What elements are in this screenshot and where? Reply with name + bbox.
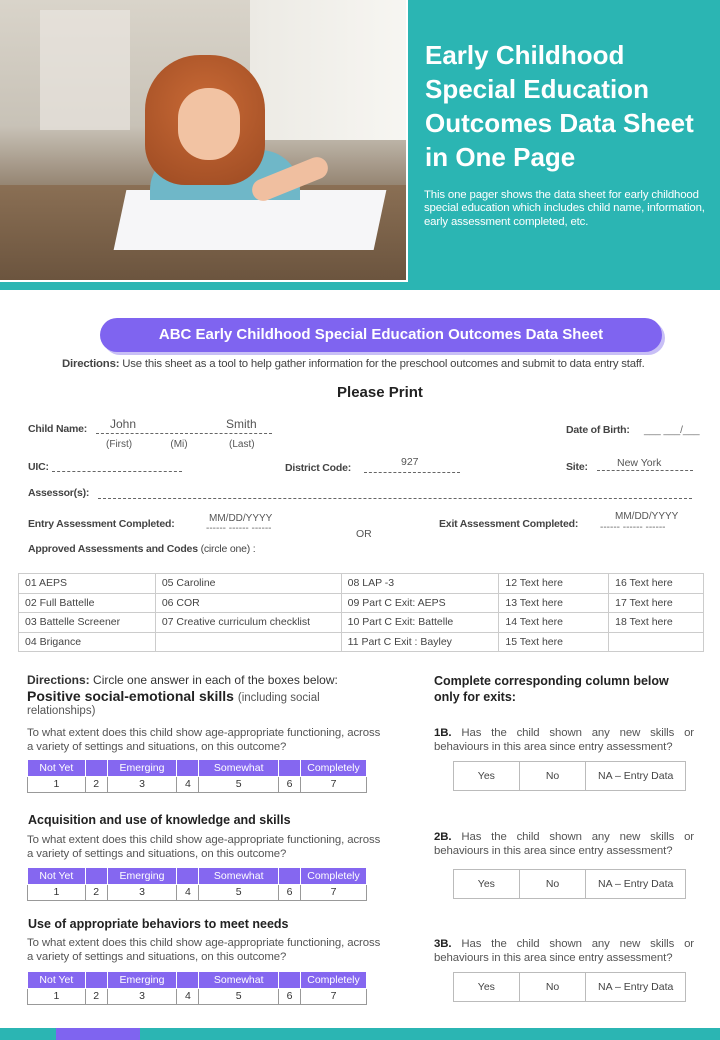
- exit-question-2: 2B. Has the child shown any new skills or behaviours in this area since entry assessment?: [434, 831, 694, 857]
- district-code-value[interactable]: 927: [401, 456, 419, 468]
- code-cell[interactable]: 14 Text here: [499, 613, 609, 633]
- sheet-directions: Directions: Use this sheet as a tool to help gather information for the preschool outcomes and submit to data entry staff.: [62, 358, 645, 370]
- child-name-line: [96, 433, 272, 434]
- scale-completely: Completely: [301, 972, 367, 989]
- exit-assessment-label: Exit Assessment Completed:: [439, 518, 579, 530]
- section-1-scale: [27, 759, 367, 793]
- code-cell[interactable]: 08 LAP -3: [341, 574, 499, 594]
- scale-option-2[interactable]: 2: [85, 884, 107, 901]
- section-3-question: To what extent does this child show age-appropriate functioning, across a variety of settings and situations, on this outcome?: [27, 937, 381, 963]
- entry-assessment-value[interactable]: MM/DD/YYYY: [209, 513, 273, 524]
- section-2-title: Acquisition and use of knowledge and skills: [28, 813, 291, 827]
- scale-emerging: Emerging: [107, 972, 177, 989]
- code-cell: [609, 632, 704, 652]
- scale-somewhat: Somewhat: [199, 868, 279, 885]
- scale-completely: Completely: [301, 760, 367, 777]
- section-1-title: Positive social-emotional skills (including social: [27, 688, 320, 704]
- scale-somewhat: Somewhat: [199, 972, 279, 989]
- code-cell[interactable]: 13 Text here: [499, 593, 609, 613]
- scale-option-6[interactable]: 6: [279, 776, 301, 793]
- exit-options-3: [453, 972, 686, 1002]
- scale-option-6[interactable]: 6: [279, 884, 301, 901]
- scale-completely: Completely: [301, 868, 367, 885]
- code-cell[interactable]: 17 Text here: [609, 593, 704, 613]
- dob-value[interactable]: ___ ___/___: [644, 425, 700, 436]
- scale-option-1[interactable]: 1: [28, 776, 86, 793]
- site-label: Site:: [566, 461, 588, 473]
- code-cell[interactable]: 18 Text here: [609, 613, 704, 633]
- scale-option-1[interactable]: 1: [28, 884, 86, 901]
- page-title: Early Childhood Special Education Outcomes Data Sheet in One Page: [425, 40, 694, 172]
- site-value[interactable]: New York: [617, 457, 662, 469]
- code-cell[interactable]: 11 Part C Exit : Bayley: [341, 632, 499, 652]
- assessment-codes-table: [18, 573, 704, 652]
- girl-drawing-photo: [0, 0, 408, 282]
- code-cell[interactable]: 03 Battelle Screener: [19, 613, 156, 633]
- code-cell[interactable]: 16 Text here: [609, 574, 704, 594]
- uic-field[interactable]: [52, 471, 182, 472]
- scale-option-4[interactable]: 4: [177, 776, 199, 793]
- exit-assessment-value[interactable]: MM/DD/YYYY: [615, 511, 679, 522]
- please-print-heading: Please Print: [337, 384, 423, 401]
- na-option[interactable]: NA – Entry Data: [586, 973, 686, 1002]
- code-cell[interactable]: 02 Full Battelle: [19, 593, 156, 613]
- scale-somewhat: Somewhat: [199, 760, 279, 777]
- scale-option-3[interactable]: 3: [107, 884, 177, 901]
- table-row: [19, 632, 704, 652]
- code-cell[interactable]: 04 Brigance: [19, 632, 156, 652]
- yes-option[interactable]: Yes: [454, 870, 520, 899]
- last-hint: (Last): [229, 439, 255, 450]
- dob-label: Date of Birth:: [566, 424, 630, 436]
- district-code-label: District Code:: [285, 462, 352, 474]
- section-1-question: To what extent does this child show age-appropriate functioning, across a variety of settings and situations, on this outcome?: [27, 727, 381, 753]
- code-cell[interactable]: 09 Part C Exit: AEPS: [341, 593, 499, 613]
- na-option[interactable]: NA – Entry Data: [586, 870, 686, 899]
- scale-option-5[interactable]: 5: [199, 988, 279, 1005]
- section-2-question: To what extent does this child show age-appropriate functioning, across a variety of settings and situations, on this outcome?: [27, 834, 381, 860]
- scale-option-5[interactable]: 5: [199, 776, 279, 793]
- assessor-field[interactable]: [98, 498, 692, 499]
- section-3-title: Use of appropriate behaviors to meet needs: [28, 917, 289, 931]
- yes-option[interactable]: Yes: [454, 973, 520, 1002]
- code-cell[interactable]: 05 Caroline: [155, 574, 341, 594]
- scale-option-3[interactable]: 3: [107, 988, 177, 1005]
- scale-option-7[interactable]: 7: [301, 776, 367, 793]
- outcomes-directions: Directions: Circle one answer in each of the boxes below:: [27, 673, 338, 687]
- scale-not-yet: Not Yet: [28, 868, 86, 885]
- exits-heading: Complete corresponding column below only for exits:: [434, 674, 669, 704]
- entry-dashes: ------ ------ ------: [206, 523, 272, 534]
- no-option[interactable]: No: [519, 870, 586, 899]
- scale-option-3[interactable]: 3: [107, 776, 177, 793]
- or-text: OR: [356, 528, 372, 540]
- no-option[interactable]: No: [519, 762, 586, 791]
- site-line: [597, 470, 693, 471]
- exit-dashes: ------ ------ ------: [600, 522, 666, 533]
- exit-options-2: [453, 869, 686, 899]
- table-row: [19, 574, 704, 594]
- middle-hint: (Mi): [170, 439, 188, 450]
- na-option[interactable]: NA – Entry Data: [586, 762, 686, 791]
- child-name-label: Child Name:: [28, 423, 88, 435]
- scale-option-7[interactable]: 7: [301, 988, 367, 1005]
- first-name-value[interactable]: John: [110, 417, 137, 431]
- scale-option-6[interactable]: 6: [279, 988, 301, 1005]
- scale-option-4[interactable]: 4: [177, 988, 199, 1005]
- code-cell[interactable]: 10 Part C Exit: Battelle: [341, 613, 499, 633]
- scale-option-7[interactable]: 7: [301, 884, 367, 901]
- page-subtitle: This one pager shows the data sheet for early childhood special education which includes child name, information, early assessment completed, etc.: [424, 189, 705, 228]
- exit-options-1: [453, 761, 686, 791]
- scale-option-2[interactable]: 2: [85, 988, 107, 1005]
- footer-accent: [56, 1028, 140, 1040]
- code-cell[interactable]: 15 Text here: [499, 632, 609, 652]
- scale-option-1[interactable]: 1: [28, 988, 86, 1005]
- scale-emerging: Emerging: [107, 760, 177, 777]
- section-1-title-note: relationships): [27, 705, 96, 717]
- yes-option[interactable]: Yes: [454, 762, 520, 791]
- scale-option-2[interactable]: 2: [85, 776, 107, 793]
- table-row: [19, 593, 704, 613]
- exit-question-3: 3B. Has the child shown any new skills or behaviours in this area since entry assessment?: [434, 938, 694, 964]
- entry-assessment-label: Entry Assessment Completed:: [28, 518, 175, 530]
- scale-option-4[interactable]: 4: [177, 884, 199, 901]
- table-row: [19, 613, 704, 633]
- exit-question-1: 1B. Has the child shown any new skills or behaviours in this area since entry assessment?: [434, 727, 694, 753]
- scale-not-yet: Not Yet: [28, 760, 86, 777]
- no-option[interactable]: No: [519, 973, 586, 1002]
- code-cell[interactable]: 01 AEPS: [19, 574, 156, 594]
- section-3-scale: [27, 971, 367, 1005]
- scale-option-5[interactable]: 5: [199, 884, 279, 901]
- code-cell[interactable]: 06 COR: [155, 593, 341, 613]
- assessor-label: Assessor(s):: [28, 487, 90, 499]
- sheet-banner: ABC Early Childhood Special Education Outcomes Data Sheet: [100, 318, 662, 352]
- last-name-value[interactable]: Smith: [226, 417, 257, 431]
- code-cell[interactable]: 12 Text here: [499, 574, 609, 594]
- district-code-line: [364, 472, 460, 473]
- uic-label: UIC:: [28, 461, 49, 473]
- section-2-scale: [27, 867, 367, 901]
- first-hint: (First): [106, 439, 133, 450]
- footer-band: [0, 1028, 720, 1040]
- code-cell[interactable]: 07 Creative curriculum checklist: [155, 613, 341, 633]
- header-band: [0, 0, 720, 290]
- scale-not-yet: Not Yet: [28, 972, 86, 989]
- code-cell: [155, 632, 341, 652]
- approved-assessments-label: Approved Assessments and Codes (circle one) :: [28, 543, 256, 555]
- scale-emerging: Emerging: [107, 868, 177, 885]
